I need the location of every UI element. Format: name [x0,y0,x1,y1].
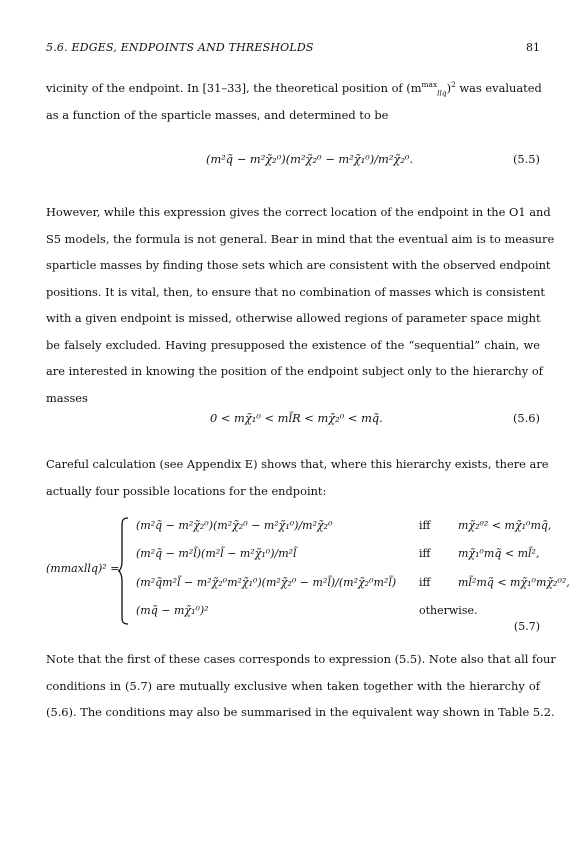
paragraph-2-line: are interested in knowing the position of the endpoint subject only to the hierarchy of [46,364,543,378]
case-expression: (m²q̃ − m²χ̃₂⁰)(m²χ̃₂⁰ − m²χ̃₁⁰)/m²χ̃₂⁰ [136,519,333,532]
case-iff: iff [419,547,431,560]
equation-5-5-number: (5.5) [512,152,540,166]
equation-5-7-lhs: (mmaxllq)² = [46,562,120,575]
equation-5-6-body: 0 < mχ̃₁⁰ < ml̃R < mχ̃₂⁰ < mq̃. [210,411,383,425]
equation-5-6-number: (5.6) [512,411,540,425]
case-condition: ml̃²mq̃ < mχ̃₁⁰mχ̃₂⁰², [458,576,570,589]
equation-5-7-number: (5.7) [513,620,540,633]
case-expression: (mq̃ − mχ̃₁⁰)² [136,604,209,617]
paragraph-2-line: be falsely excluded. Having presupposed the existence of the “sequential” chain, we [46,337,540,352]
paragraph-1 [46,75,540,128]
case-row [136,576,570,594]
case-condition: mχ̃₂⁰² < mχ̃₁⁰mq̃, [458,519,552,532]
paragraph-2-line: positions. It is vital, then, to ensure that no combination of masses which is consistent [46,284,545,299]
case-expression: (m²q̃ − m²l̃)(m²l̃ − m²χ̃₁⁰)/m²l̃ [136,547,297,560]
paragraph-4 [46,646,556,726]
equation-5-5 [46,152,540,174]
paragraph-1-line-2: as a function of the sparticle masses, and determined to be [46,107,389,122]
section-title: 5.6. EDGES, ENDPOINTS AND THRESHOLDS [46,41,314,54]
paragraph-3 [46,451,549,504]
case-row [136,519,552,537]
case-row [136,604,540,622]
paragraph-2-line: sparticle masses by finding those sets which are consistent with the observed endpoint [46,258,551,272]
paragraph-1-line-1: vicinity of the endpoint. In [31–33], the theoretical position of $(m^{max}_{llq})^2$ was evaluated [46,80,542,98]
case-otherwise: otherwise. [419,604,478,617]
case-expression: (m²q̃m²l̃ − m²χ̃₂⁰m²χ̃₁⁰)(m²χ̃₂⁰ − m²l̃)/(m²χ̃₂⁰m²l̃) [136,576,397,589]
case-iff: iff [419,576,431,589]
page-number: 81 [526,41,540,54]
running-header [46,41,540,57]
paragraph-2-line: with a given endpoint is missed, otherwise allowed regions of parameter space might [46,311,541,325]
paragraph-4-line: Note that the first of these cases corresponds to expression (5.5). Note also that all four [46,652,556,666]
paragraph-4-line: (5.6). The conditions may also be summarised in the equivalent way shown in Table 5.2. [46,705,555,719]
paragraph-4-line: conditions in (5.7) are mutually exclusive when taken together with the hierarchy of [46,678,540,693]
case-row [136,547,540,565]
equation-5-6 [46,411,540,433]
paragraph-2-line: However, while this expression gives the correct location of the endpoint in the O1 and [46,205,551,219]
paragraph-3-line: Careful calculation (see Appendix E) shows that, where this hierarchy exists, there are [46,457,549,471]
paragraph-2-line: S5 models, the formula is not general. Bear in mind that the eventual aim is to measure [46,231,555,246]
equation-5-7 [46,517,570,637]
equation-5-5-body: (m²q̃ − m²χ̃₂⁰)(m²χ̃₂⁰ − m²χ̃₁⁰)/m²χ̃₂⁰. [206,152,414,166]
left-brace-icon [117,517,129,625]
case-iff: iff [419,519,431,532]
paragraph-2-line: masses [46,390,88,405]
paragraph-2 [46,199,555,411]
case-condition: mχ̃₁⁰mq̃ < ml̃², [458,547,540,560]
paragraph-3-line: actually four possible locations for the endpoint: [46,483,327,498]
